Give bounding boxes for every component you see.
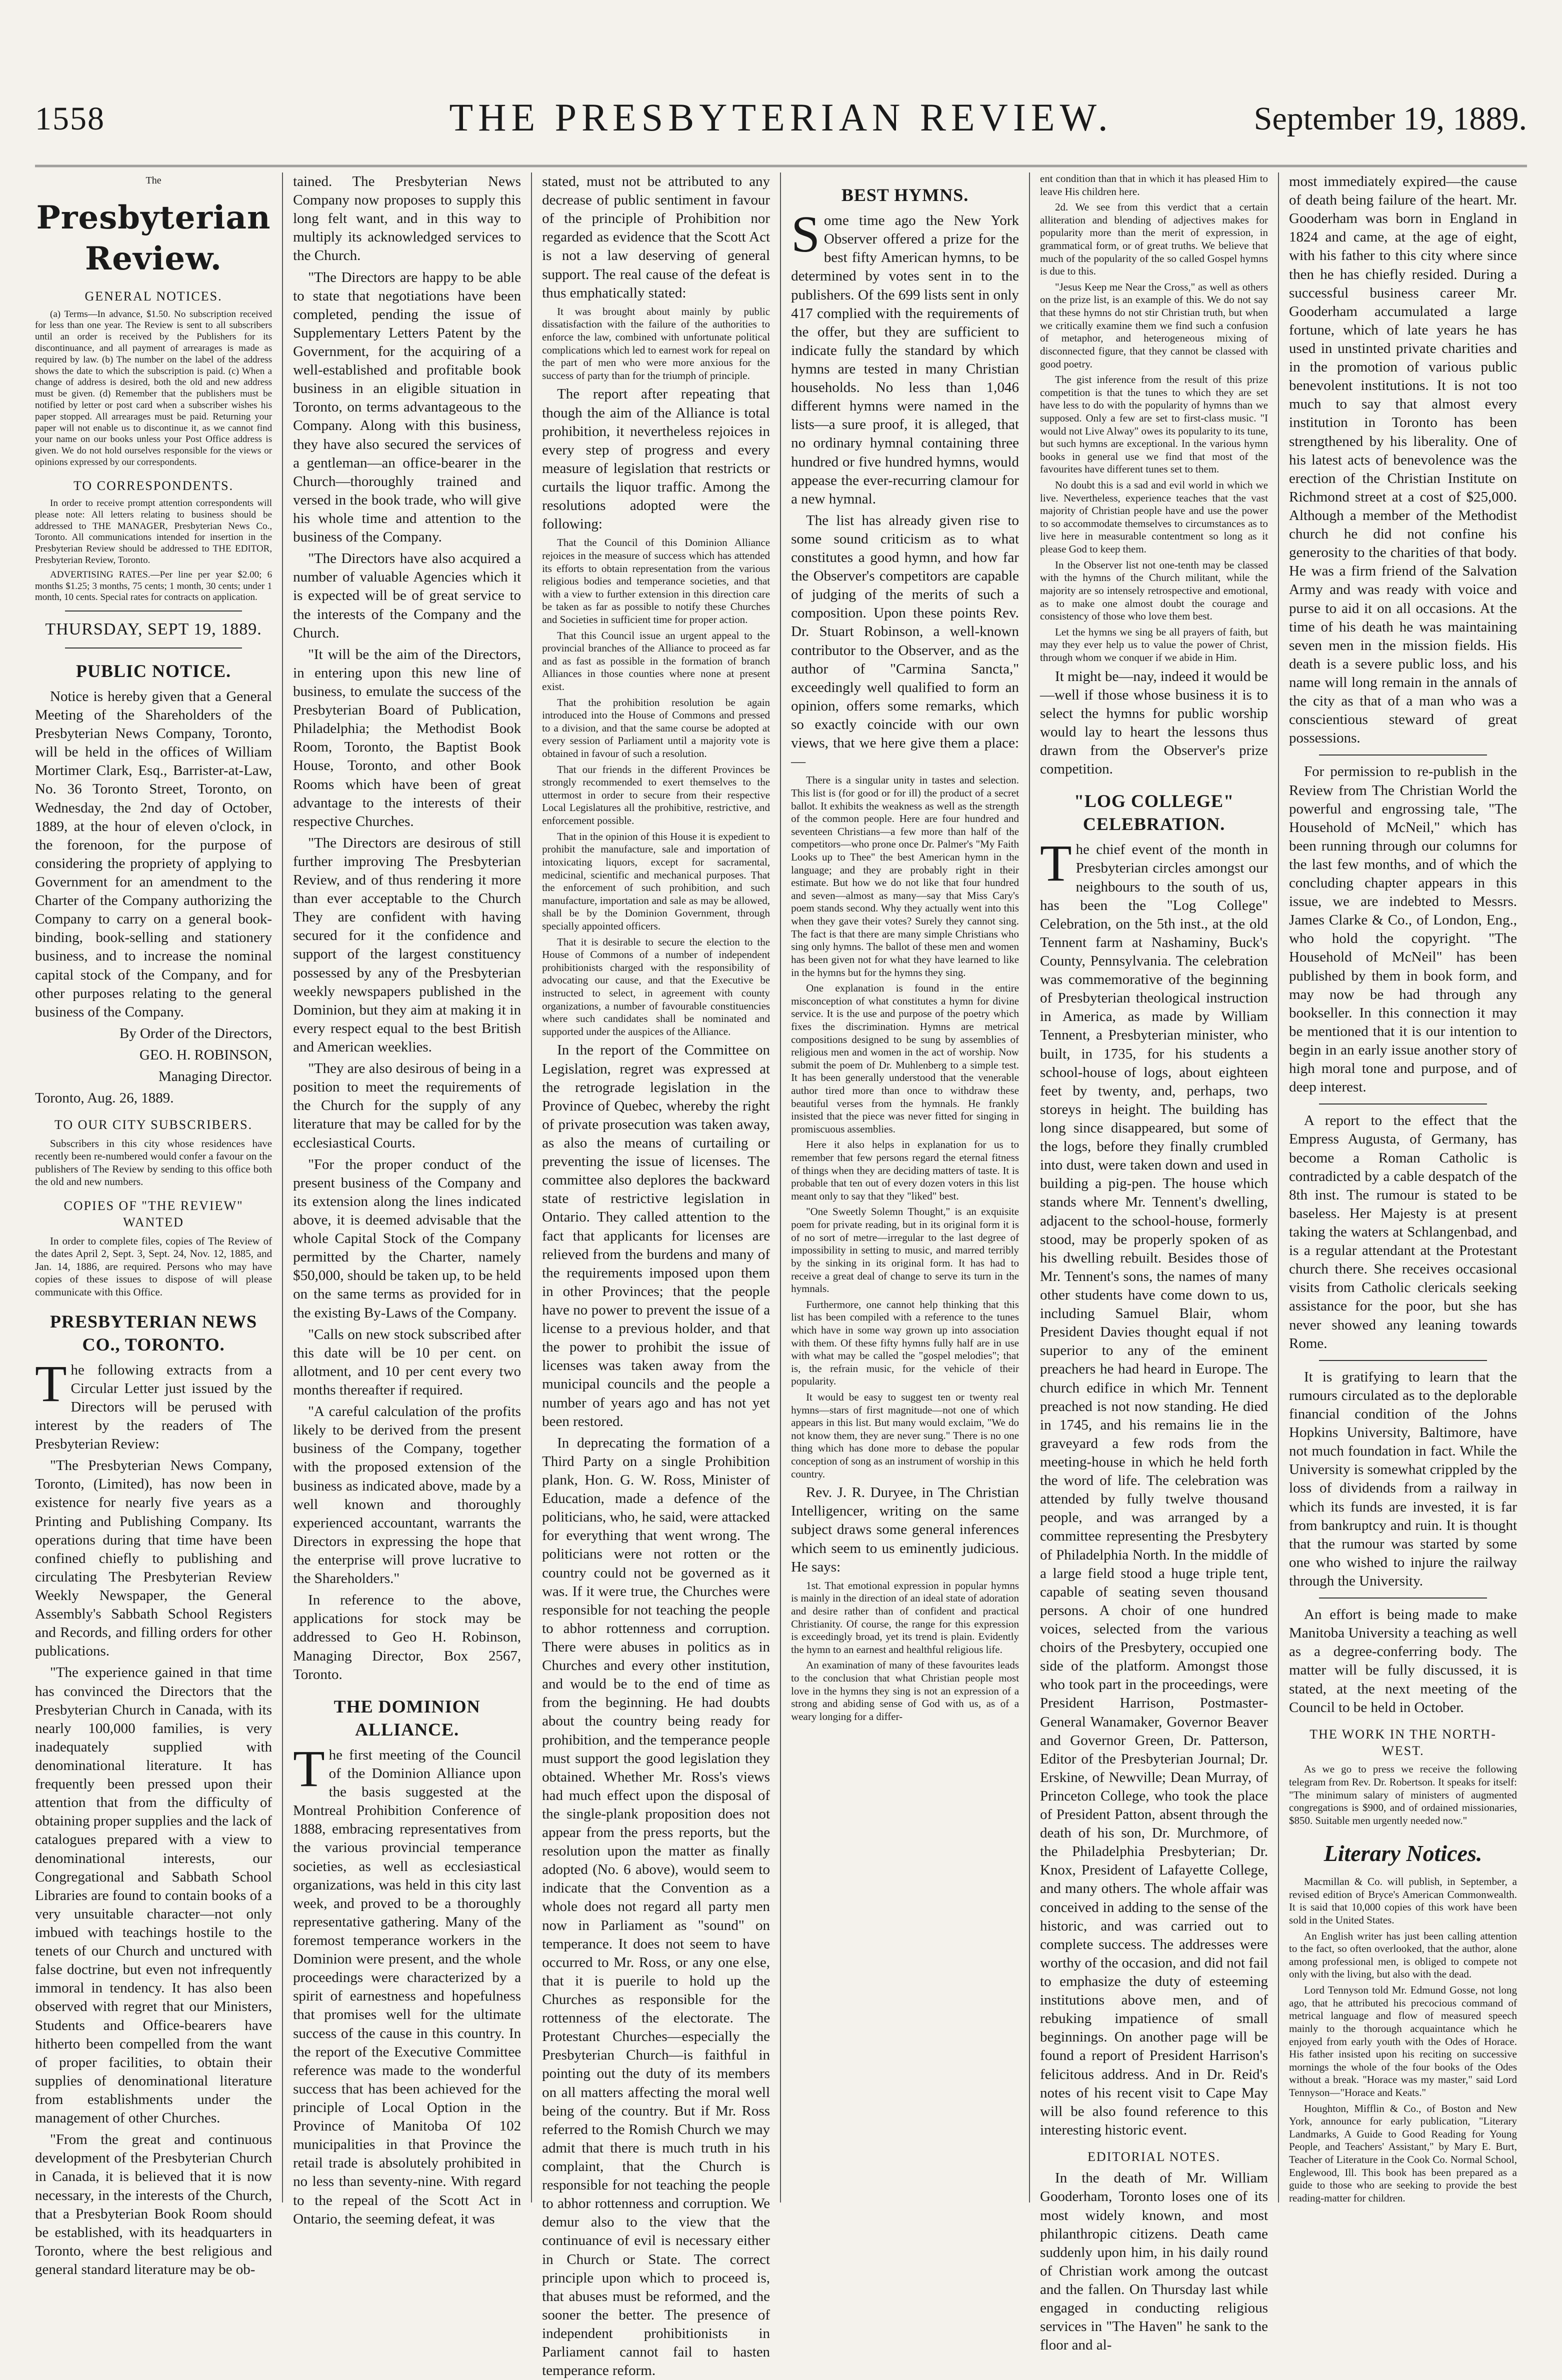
public-notice-place: Toronto, Aug. 26, 1889. bbox=[35, 1090, 174, 1106]
column-5 bbox=[1029, 172, 1278, 2354]
best-hymns-quote-continued: ent condition than that in which it has pleased Him to leave His children here. bbox=[1040, 172, 1268, 198]
dominion-alliance-heading: THE DOMINION ALLIANCE. bbox=[334, 1696, 480, 1740]
divider bbox=[65, 610, 242, 612]
editorial-notes-continued: most immediately expired—the cause of death being failure of the heart. Mr. Gooderham was born in England in 1824 and came, at the age of eight, with his father to this city where since then he has chiefly resided. During a successful business career Mr. Gooderham accumulated a large fortune, which of late years he has used in unstinted private charities and in the promotion of various public benevolent institutions. It is not too much to say that almost every institution in Toronto has been strengthened by his liberality. One of his latest acts of benevolence was the erection of the Christian Institute on Richmond street at a cost of $25,000. Although a member of the Methodist church he did not confine his generosity to the charities of that body. He was a firm friend of the Salvation Army and was ready with voice and purse to aid it on all occasions. At the time of his death he was maintaining seven men in the mission fields. His death is a severe public loss, and his name will long remain in the annals of the city as that of a man who was a conscientious steward of great possessions. bbox=[1289, 174, 1518, 746]
editorial-note: It is gratifying to learn that the rumours circulated as to the deplorable financial condition of the Johns Hopkins University, Baltimore, have not much foundation in fact. While the University is somewhat crippled by the loss of dividends from a railway in which its funds are invested, it is far from bankruptcy and ruin. It is thought that the rumour was started by some one who wished to injure the railway through the University. bbox=[1289, 1368, 1518, 1589]
masthead-prefix: The bbox=[146, 175, 162, 186]
best-hymns-quote-continued: "Jesus Keep me Near the Cross," as well as others on the prize list, is an example of this. We do not say that these hymns do not stir Christian truth, but when we critically examine them we find such a confusion of metaphor, and heterogeneous mixing of disconnected figure, that they cannot be classed with good poetry. bbox=[1040, 280, 1268, 370]
issue-date: September 19, 1889. bbox=[1254, 100, 1527, 137]
best-hymns-paragraph: Some time ago the New York Observer offered a prize for the best fifty American hymns, to be determined by votes sent in to the publishers. Of the 699 lists sent in only 417 complied with the requirements of the offer, but they are sufficient to indicate fully the standard by which hymns are tested in many Christian households. No less than 1,046 different hymns were named in the lists—a sure proof, it is alleged, that no ordinary hymnal containing three hundred or five hundred hymns, would appease the ever-recurring clamour for a new hymnal. bbox=[791, 206, 1020, 507]
alliance-resolution: That this Council issue an urgent appeal to the provincial branches of the Alliance to proceed as far and as fast as possible in the formation of branch Alliances in those counties where none at present exist. bbox=[542, 629, 770, 692]
news-co-continued: In reference to the above, applications for stock may be addressed to Geo H. Robinson, Managing Director, Box 2567, Toronto. bbox=[293, 1592, 522, 1682]
column-4 bbox=[780, 172, 1029, 2202]
best-hymns-quote-continued: No doubt this is a sad and evil world in which we live. Nevertheless, experience teaches that the vast majority of Christian people have and use the power to so accommodate themselves to circumstances as to live here in measurable contentment so long as it please God to keep them. bbox=[1040, 479, 1268, 556]
news-co-continued: "Calls on new stock subscribed after this date will be 10 per cent. on allotment, and 10 per cent every two months thereafter if required. bbox=[293, 1326, 522, 1398]
news-co-continued: "A careful calculation of the profits likely to be derived from the present business of the Company, together with the proposed extension of the business as indicated above, made by a well known and thoroughly experienced accountant, warrants the Directors in expressing the hope that the enterprise will prove lucrative to the Shareholders." bbox=[293, 1404, 522, 1587]
best-hymns-quote-continued: The gist inference from the result of this prize competition is that the tunes to which they are set have less to do with the popularity of hymns than we supposed. Only a few are set to first-class music. "I would not Live Alway" owes its popularity to its tune, but such hymns are exceptional. In the various hymn books in general use we find that most of the favourites have different tunes set to them. bbox=[1040, 374, 1268, 476]
city-subscribers-heading: TO OUR CITY SUBSCRIBERS. bbox=[54, 1118, 253, 1132]
north-west-heading: THE WORK IN THE NORTH-WEST. bbox=[1310, 1726, 1496, 1758]
masthead: Presbyterian Review. bbox=[36, 198, 271, 278]
column-1 bbox=[35, 172, 282, 2278]
correspondents-text: In order to receive prompt attention correspondents will please note: All letters relating to business should be addressed to THE MANAGER, Presbyterian News Co., Toronto. All communications intended for insertion in the Presbyterian Review should be addressed to THE EDITOR, Presbyterian Review, Toronto. bbox=[35, 498, 272, 566]
page-header bbox=[35, 0, 1527, 167]
dominion-alliance-continued: The report after repeating that though the aim of the Alliance is total prohibition, it nevertheless rejoices in every step of progress and every measure of legislation that restricts or curtails the liquor traffic. Among the resolutions adopted were the following: bbox=[542, 386, 770, 532]
news-co-paragraph: The following extracts from a Circular Letter just issued by the Directors will be perused with interest by the readers of The Presbyterian Review: bbox=[35, 1354, 272, 1452]
correspondents-heading: TO CORRESPONDENTS. bbox=[73, 478, 234, 493]
best-hymns-paragraph: Rev. J. R. Duryee, in The Christian Intelligencer, writing on the same subject draws some general inferences which seem to us eminently judicious. He says: bbox=[791, 1484, 1020, 1575]
best-hymns-quote: "One Sweetly Solemn Thought," is an exquisite poem for private reading, but in its original form it is of no sort of metre—irregular to the last degree of impossibility in setting to music, and marred terribly by the sinking in its original form. It has had to receive a great deal of change to serve its turn in the hymnals. bbox=[791, 1206, 1020, 1295]
column-6 bbox=[1278, 172, 1527, 2202]
page-number: 1558 bbox=[35, 100, 105, 137]
news-co-paragraph: "From the great and continuous development of the Presbyterian Church in Canada, it is believed that it is now necessary, in the interests of the Church, that a Presbyterian Book Room should be established, with its headquarters in Toronto, where the best religious and general standard literature may be ob- bbox=[35, 2132, 272, 2278]
editorial-note: A report to the effect that the Empress Augusta, of Germany, has become a Roman Catholic is contradicted by a cable despatch of the 8th inst. The rumour is stated to be baseless. Her Majesty is at present taking the waters at Schlangenbad, and is a regular attendant at the Protestant church there. She receives occasional visits from Catholic clericals seeking assistance for the poor, but she has never showed any leaning towards Rome. bbox=[1289, 1112, 1518, 1352]
news-co-paragraph: "The Presbyterian News Company, Toronto, (Limited), has now been in existence for nearly five years as a Printing and Publishing Company. Its operations during that time have been confined chiefly to publishing and circulating The Presbyterian Review Weekly Newspaper, the General Assembly's Sabbath School Registers and Records, and filling orders for other publications. bbox=[35, 1458, 272, 1660]
copies-wanted-heading: COPIES OF "THE REVIEW" WANTED bbox=[64, 1198, 244, 1230]
best-hymns-quote: An examination of many of these favourites leads to the conclusion that what Christian people most love in the hymns they sing is not an expression of a strong and abiding sense of God with us, as of a weary longing for a differ- bbox=[791, 1659, 1020, 1722]
publication-title: THE PRESBYTERIAN REVIEW. bbox=[449, 96, 1113, 139]
literary-notice: Lord Tennyson told Mr. Edmund Gosse, not long ago, that he attributed his precocious command of metrical language and flow of measured speech mainly to the thorough acquaintance which he enjoyed from early youth with the Odes of Horace. His father insisted upon his reciting on successive mornings the whole of the four books of the Odes without a break. "Horace was my master," said Lord Tennyson—"Horace and Keats." bbox=[1289, 1984, 1518, 2098]
dominion-alliance-continued: In deprecating the formation of a Third Party on a single Prohibition plank, Hon. G. W. Ross, Minister of Education, made a defence of the politicians, who, he said, were attacked for everything that went wrong. The politicians were not rotten or the country could not be governed as it was. If it were true, the Churches were responsible for not teaching the people to abhor rottenness and corruption. There were abuses in politics as in Churches and every other institution, and would be to the end of time as from the beginning. He had doubts about the country being ready for prohibition, and the temperance people must support the good legislation they obtained. Whether Mr. Ross's views had much effect upon the disposal of the single-plank proposition does not appear from the press reports, but the resolution upon the matter as finally adopted (No. 6 above), would seem to indicate that the Convention as a whole does not regard all party men now in Parliament as "sound" on temperance. It does not seem to have occurred to Mr. Ross, or any one else, that it is puerile to hold up the Churches as responsible for the rottenness of the electorate. The Protestant Churches—especially the Presbyterian Church—is faithful in pointing out the duty of its members on all matters affecting the moral well being of the country. But if Mr. Ross referred to the Romish Church we may admit that there is much truth in his complaint, that the Church is responsible for not teaching the people to abhor rottenness and corruption. We demur also to the view that the continuance of evil is necessary either in Church or State. The correct principle upon which to proceed is, that abuses must be reformed, and the sooner the better. The presence of independent prohibitionists in Parliament cannot fail to hasten temperance reform. bbox=[542, 1434, 770, 2379]
best-hymns-paragraph: It might be—nay, indeed it would be —well if those whose business it is to select the hymns for public worship would lay to heart the lessons thus drawn from the Observer's prize competition. bbox=[1040, 668, 1268, 778]
editorial-notes-paragraph: In the death of Mr. William Gooderham, Toronto loses one of its most widely known, and most philanthropic citizens. Death came suddenly upon him, in his daily round of Christian work among the outcast and the fallen. On Thursday last while engaged in conducting religious services in "The Haven" he sank to the floor and al- bbox=[1040, 2170, 1268, 2354]
news-co-continued: "The Directors have also acquired a number of valuable Agencies which it is expected will be of great service to the interests of the Company and the Church. bbox=[293, 550, 522, 641]
alliance-resolution: That the Council of this Dominion Alliance rejoices in the measure of success which has attended its efforts to obtain representation from the various religious bodies and temperance societies, and that with a view to further extension in this direction care be taken as far as possible to notify these Churches and Societies in sufficient time for proper action. bbox=[542, 536, 770, 626]
column-3 bbox=[531, 172, 780, 2379]
best-hymns-quote: 1st. That emotional expression in popular hymns is mainly in the direction of an ideal state of adoration and desire rather than of confident and practical Christianity. Of course, the range for this expression is exceedingly broad, yet its trend is plain. Evidently the hymn to an earnest and healthful religious life. bbox=[791, 1579, 1020, 1656]
news-co-continued: "The Directors are happy to be able to state that negotiations have been completed, pending the issue of Supplementary Letters Patent by the Government, for the acquiring of a well-established and profitable book business in an eligible situation in Toronto, on terms advantageous to the Company. Along with this business, they have also secured the services of a gentleman—an office-bearer in the Church—thoroughly trained and versed in the book trade, who will give his whole time and attention to the business of the Company. bbox=[293, 269, 522, 546]
best-hymns-quote: Furthermore, one cannot help thinking that this list has been compiled with a reference to the tunes which have in some way grown up into association with them. Of these fifty hymns fully half are in use with what may be called the "gospel melodies"; that is, the refrain music, for the vehicle of their popularity. bbox=[791, 1298, 1020, 1388]
public-notice-heading: PUBLIC NOTICE. bbox=[76, 660, 232, 681]
news-co-heading: PRESBYTERIAN NEWS CO., TORONTO. bbox=[50, 1311, 258, 1354]
public-notice-text: Notice is hereby given that a General Meeting of the Shareholders of the Presbyterian News Company, Toronto, will be held in the offices of William Mortimer Clark, Esq., Barrister-at-Law, No. 36 Toronto Street, Toronto, on Wednesday, the 2nd day of October, 1889, at the hour of eleven o'clock, in the forenoon, for the purpose of considering the propriety of applying to Government for an amendment to the Charter of the Company authorizing the Company to carry on a general book-binding, book-selling and stationery business, and to increase the nominal capital stock of the Company, and for other purposes relating to the general business of the Company. bbox=[35, 688, 272, 1020]
best-hymns-quote-continued: 2d. We see from this verdict that a certain alliteration and blending of adjectives makes for popularity more than the merit of expression, in grammatical form, or of great truths. We believe that much of the popularity of the so called Gospel hymns is due to this. bbox=[1040, 201, 1268, 278]
literary-notices-heading: Literary Notices. bbox=[1324, 1840, 1482, 1866]
editorial-note: An effort is being made to make Manitoba University a teaching as well as a degree-conferring body. The matter will be fully discussed, it is stated, at the next meeting of the Council to be held in October. bbox=[1289, 1606, 1518, 1716]
literary-notice: An English writer has just been calling attention to the fact, so often overlooked, that the author, alone among professional men, is obliged to compete not only with the living, but also with the dead. bbox=[1289, 1930, 1518, 1980]
public-notice-signature: By Order of the Directors, bbox=[119, 1025, 272, 1042]
best-hymns-quote-continued: Let the hymns we sing be all prayers of faith, but may they ever help us to value the power of Christ, through whom we conquer if we abide in Him. bbox=[1040, 626, 1268, 664]
divider bbox=[1319, 754, 1487, 756]
best-hymns-quote: There is a singular unity in tastes and selection. This list is (for good or for ill) the product of a secret ballot. It exhibits the weakness as well as the strength of the common people. Here are four hundred and seventeen Christians—a few more than half of the competitors—who prone once Dr. Palmer's "My Faith Looks up to Thee" the best American hymn in the language; and they are probably right in their estimate. But how we do not like that four hundred and seven—almost as many—say that Miss Cary's poem stands second. Why they actually went into this when they gave their votes? Surely they cannot sing. The fact is that there are many simple Christians who sing only hymns. The ballot of these men and women has been given not for what they have learned to like in the hymns but for the hymns they sing. bbox=[791, 774, 1020, 978]
best-hymns-quote-continued: In the Observer list not one-tenth may be classed with the hymns of the Church militant, while the majority are so intensely retrospective and emotional, as to make one almost doubt the courage and consistency of those who love them best. bbox=[1040, 558, 1268, 622]
dominion-alliance-continued: In the report of the Committee on Legislation, regret was expressed at the retrograde legislation in the Province of Quebec, whereby the right of private prosecution was taken away, as also the means of curtailing or preventing the issue of licenses. The committee also deplores the backward state of restrictive legislation in Ontario. They called attention to the fact that applicants for licenses are relieved from the burdens and many of the requirements imposed upon them in other Provinces; that the people have no power to prevent the issue of a license to a previous holder, and that the power to prohibit the issue of licenses was taken away from the municipal councils and the people a number of years ago and has not yet been restored. bbox=[542, 1042, 770, 1430]
general-notices-text: (a) Terms—In advance, $1.50. No subscription received for less than one year. The Review is sent to all subscribers until an order is received by the Publishers for its discontinuance, and all payment of arrearages is made as required by law. (b) The number on the label of the address shows the date to which the subscription is paid. (c) When a change of address is desired, both the old and new address must be given. (d) Remember that the publishers must be notified by letter or post card when a subscriber wishes his paper stopped. All arrearages must be paid. Returning your paper will not enable us to discontinue it, as we cannot find your name on our books unless your Post Office address is given. We do not hold ourselves responsible for the views or opinions expressed by our correspondents. bbox=[35, 308, 272, 468]
news-co-continued: tained. The Presbyterian News Company now proposes to supply this long felt want, and in this way to multiply its acknowledged services to the Church. bbox=[293, 174, 522, 264]
best-hymns-paragraph: The list has already given rise to some sound criticism as to what constitutes a good hymn, and how far the Observer's competitors are capable of judging of the merits of such a composition. Upon these points Rev. Dr. Stuart Robinson, a well-known contributor to the Observer, and as the author of "Carmina Sancta," exceedingly well qualified to form an opinion, offers some remarks, which so exactly coincide with our own views, that we here give them a place:— bbox=[791, 512, 1020, 770]
general-notices-heading: GENERAL NOTICES. bbox=[84, 289, 222, 304]
city-subscribers-text: Subscribers in this city whose residences have recently been re-numbered would confer a favour on the publishers of The Review by sending to this office both the old and new numbers. bbox=[35, 1137, 272, 1188]
literary-notice: Houghton, Mifflin & Co., of Boston and New York, announce for early publication, "Literary Landmarks, A Guide to Good Reading for Young People, and Teachers' Assistant," by Mary E. Burt, Teacher of Literature in the Cook Co. Normal School, Englewood, Ill. This book has been prepared as a guide to those who are seeking to provide the best reading-matter for children. bbox=[1289, 2102, 1518, 2204]
alliance-quote: It was brought about mainly by public dissatisfaction with the failure of the authorities to enforce the law, combined with unfortunate political complications which led to earnest work for repeal on the part of men who were more anxious for the success of party than for the triumph of principle. bbox=[542, 305, 770, 382]
editorial-notes-heading: EDITORIAL NOTES. bbox=[1088, 2150, 1221, 2164]
literary-notice: Macmillan & Co. will publish, in September, a revised edition of Bryce's American Commonwealth. It is said that 10,000 copies of this work have been sold in the United States. bbox=[1289, 1876, 1518, 1926]
editorial-note: For permission to re-publish in the Review from The Christian World the powerful and engrossing tale, "The Household of McNeil," which has been running through our columns for the last few months, and of which the concluding chapter appears in this issue, we are indebted to Messrs. James Clarke & Co., of London, Eng., who hold the copyright. "The Household of McNeil" has been published by them in book form, and may now be had through any bookseller. In this connection it may be mentioned that it is our intention to begin in an early issue another story of high moral tone and purpose, and of deep interest. bbox=[1289, 764, 1518, 1096]
alliance-resolution: That in the opinion of this House it is expedient to prohibit the manufacture, sale and importation of intoxicating liquors, except for sacramental, medicinal, scientific and mechanical purposes. That the enforcement of such prohibition, and such manufacture, importation and sale as may be allowed, shall be by the Dominion Government, through specially appointed officers. bbox=[542, 830, 770, 932]
advertising-rates: ADVERTISING RATES.—Per line per year $2.00; 6 months $1.25; 3 months, 75 cents; 1 month, 30 cents; under 1 month, 10 cents. Special rates for contracts on application. bbox=[35, 569, 272, 603]
dateline: THURSDAY, SEPT 19, 1889. bbox=[45, 620, 262, 639]
news-co-continued: "The Directors are desirous of still further improving The Presbyterian Review, and of thus rendering it more than ever acceptable to the Church They are confident with having secured for it the confidence and support of the largest constituency possessed by any of the Presbyterian weekly newspapers published in the Dominion, but they aim at making it in every respect equal to the best British and American weeklies. bbox=[293, 834, 522, 1056]
dominion-alliance-continued: stated, must not be attributed to any decrease of public sentiment in favour of the principle of Prohibition nor regarded as evidence that the Scott Act is not a law deserving of general support. The real cause of the defeat is thus emphatically stated: bbox=[542, 174, 770, 301]
best-hymns-quote: It would be easy to suggest ten or twenty real hymns—stars of first magnitude—not one of which appears in this list. But many would exclaim, "We do not know them, they are never sung." There is no one thing which has done more to debase the popular conception of song as an instrument of worship in this country. bbox=[791, 1391, 1020, 1480]
alliance-resolution: That our friends in the different Provinces be strongly recommended to exert themselves to the uttermost in order to secure from their respective Local Legislatures all the prohibitive, restrictive, and enforcement possible. bbox=[542, 763, 770, 827]
article-columns bbox=[35, 172, 1527, 2379]
column-2 bbox=[282, 172, 531, 2227]
news-co-continued: "They are also desirous of being in a position to meet the requirements of the Church for the supply of any literature that may be called for by the ecclesiastical Courts. bbox=[293, 1060, 522, 1151]
log-college-paragraph: The chief event of the month in Presbyterian circles amongst our neighbours to the south of us, has been the "Log College" Celebration, on the 5th inst., at the old Tennent farm at Nashaminy, Buck's County, Pennsylvania. The celebration was commemorative of the beginning of Presbyterian theological instruction in America, as made by William Tennent, a Presbyterian minister, who built, in 1735, for his students a school-house of logs, about eighteen feet by twenty, and, perhaps, two storeys in height. The building has long since disappeared, but some of the logs, before they finally crumbled into dust, were taken down and used in building a pig-pen. The house which stands where Mr. Tennent's dwelling, adjacent to the school-house, formerly stood, may be properly spoken of as his dwelling rebuilt. Besides those of Mr. Tennent's sons, the names of many other students have come down to us, including Samuel Blair, whom President Davies thought equal if not superior to any of the eminent preachers he had heard in Europe. The church edifice in which Mr. Tennent preached is not now standing. He died in 1745, and his remains lie in the graveyard a few rods from the meeting-house in which he held forth the word of life. The celebration was attended by fully twelve thousand people, and was arranged by a committee representing the Presbytery of Philadelphia North. In the middle of a large field stood a huge triple tent, capable of seating seven thousand persons. A choir of one hundred voices, selected from the various choirs of the Presbytery, occupied one side of the platform. Amongst those who took part in the proceedings, were President Harrison, Postmaster-General Wanamaker, Governor Beaver and Governor Green, Dr. Patterson, Editor of the Presbyterian Journal; Dr. Erskine, of Newville; Dean Murray, of Princeton College, who took the place of President Patton, absent through the death of his son, Dr. Murchmore, of the Philadelphia Presbyterian; Dr. Knox, President of Lafayette College, and many others. The whole affair was conceived in adding to the sense of the historic, and was carried out to complete success. The addresses were worthy of the occasion, and did not fail to emphasize the duty of esteeming institutions above men, and of rebuking impatience of small beginnings. On another page will be found a report of President Harrison's felicitous address. And in Dr. Reid's notes of his recent visit to Cape May will be also found reference to this interesting historic event. bbox=[1040, 834, 1268, 2138]
news-co-paragraph: "The experience gained in that time has convinced the Directors that the Presbyterian Church in Canada, with its nearly 100,000 families, is very inadequately supplied with denominational literature. It has frequently been pressed upon their attention that from the difficulty of obtaining proper supplies and the lack of catalogues prepared with a view to denominational interests, our Congregational and Sabbath School Libraries are found to contain books of a very unsuitable character—not only imbued with teachings hostile to the tenets of our Church and unctured with false doctrine, but even not infrequently immoral in tendency. It has also been observed with regret that our Ministers, Students and Office-bearers have hitherto been compelled from the want of proper facilities, to obtain their supplies of denominational literature from establishments under the management of other Churches. bbox=[35, 1664, 272, 2126]
public-notice-signer-title: Managing Director. bbox=[158, 1068, 272, 1085]
best-hymns-quote: One explanation is found in the entire misconception of what constitutes a hymn for divine service. It is the use and purpose of the poetry which fixes the discrimination. Hymns are metrical compositions designed to be sung by assemblies of religious men and women in the act of worship. Now submit the poem of Dr. Muhlenberg to a simple test. It has been generally understood that the venerable author tired more than once to withdraw these beautiful verses from the hymnals. He frankly insisted that the piece was never fitted for singing in promiscuous assemblies. bbox=[791, 982, 1020, 1135]
alliance-resolution: That it is desirable to secure the election to the House of Commons of a number of independent prohibitionists charged with the responsibility of advocating our cause, and that the Executive be instructed to select, in agreement with county organizations, a number of favourable constituencies where such candidates shall be nominated and supported under the auspices of the Alliance. bbox=[542, 936, 770, 1038]
news-co-continued: "For the proper conduct of the present business of the Company and its extension along the lines indicated above, it is deemed advisable that the whole Capital Stock of the Company permitted by the Charter, namely $50,000, should be taken up, to be held on the same terms as provided for in the existing By-Laws of the Company. bbox=[293, 1156, 522, 1321]
copies-wanted-text: In order to complete files, copies of The Review of the dates April 2, Sept. 3, Sept. 24, Nov. 12, 1885, and Jan. 14, 1886, are required. Persons who may have copies of these issues to dispose of will please communicate with this Office. bbox=[35, 1234, 272, 1298]
north-west-text: As we go to press we receive the following telegram from Rev. Dr. Robertson. It speaks for itself: "The minimum salary of ministers of augmented congregations is $900, and of ordained missionaries, $850. Suitable men urgently needed now." bbox=[1289, 1763, 1518, 1826]
log-college-heading: "LOG COLLEGE" CELEBRATION. bbox=[1074, 791, 1234, 834]
news-co-continued: "It will be the aim of the Directors, in entering upon this new line of business, to emulate the success of the Presbyterian Board of Publication, Philadelphia; the Methodist Book Room, Toronto, the Baptist Book House, Toronto, and other Book Rooms which have been of great advantage to the interests of their respective Churches. bbox=[293, 646, 522, 830]
best-hymns-quote: Here it also helps in explanation for us to remember that few persons regard the eternal fitness of things when they are deciding matters of taste. It is probable that ten out of every dozen voters in this list meant only to say that they "liked" best. bbox=[791, 1138, 1020, 1202]
divider bbox=[1319, 1360, 1487, 1361]
best-hymns-heading: BEST HYMNS. bbox=[841, 185, 969, 205]
dominion-alliance-paragraph: The first meeting of the Council of the Dominion Alliance upon the basis suggested at the Montreal Prohibition Conference of 1888, embracing representatives from the various provincial temperance societies, as well as ecclesiastical organizations, was held in this city last week, and proved to be a thoroughly representative gathering. Many of the foremost temperance workers in the Dominion were present, and the whole proceedings were characterized by a spirit of earnestness and hopefulness that promises well for the ultimate success of the cause in this country. In the report of the Executive Committee reference was made to the wonderful success that has been achieved for the principle of Local Option in the Province of Manitoba Of 102 municipalities in that Province the retail trade is absolutely prohibited in no less than seventy-nine. With regard to the repeal of the Scott Act in Ontario, the seeming defeat, it was bbox=[293, 1740, 522, 2227]
alliance-resolution: That the prohibition resolution be again introduced into the House of Commons and pressed to a division, and that the same course be adopted at every session of Parliament until a majority vote is obtained in favour of such a resolution. bbox=[542, 696, 770, 760]
public-notice-signer: GEO. H. ROBINSON, bbox=[140, 1046, 272, 1063]
